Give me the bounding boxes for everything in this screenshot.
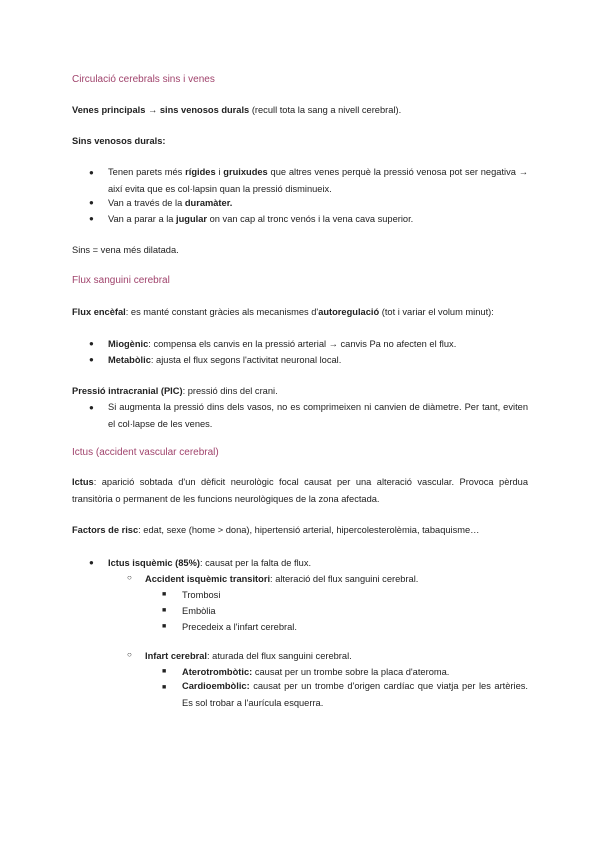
bold-span: Ictus xyxy=(72,477,94,487)
bullet-square-icon: ■ xyxy=(162,591,167,598)
venes-principals-text: (recull tota la sang a nivell cerebral). xyxy=(249,105,402,115)
bold-span: Aterotrombòtic: xyxy=(182,667,253,677)
bullet-square-icon: ■ xyxy=(162,684,167,691)
text-span: : causat per la falta de flux. xyxy=(199,558,312,568)
bullet-square-icon: ■ xyxy=(162,623,167,630)
aterotrombotic-item xyxy=(182,666,449,678)
sins-heading-label: Sins venosos durals: xyxy=(72,136,166,146)
ait-item: Embòlia xyxy=(182,606,216,616)
bold-span: Factors de risc xyxy=(72,525,139,535)
sins-dilatada-line: Sins = vena més dilatada. xyxy=(72,245,179,255)
bold-span: Metabòlic xyxy=(108,355,151,365)
sins-heading xyxy=(72,135,166,147)
bold-span: Accident isquèmic transitori xyxy=(145,574,271,584)
ictus-isquemic-bullet xyxy=(108,557,311,569)
bullet-disc-icon: ● xyxy=(89,403,94,412)
cardioembolic-item xyxy=(182,678,528,711)
sins-bullet-3 xyxy=(108,213,413,225)
bold-span: jugular xyxy=(176,214,208,224)
text-span: causat per un trombe sobre la placa d'ateroma. xyxy=(252,667,450,677)
factors-line xyxy=(72,524,479,536)
text-span: : compensa els canvis en la pressió arterial → canvis Pa no afecten el flux. xyxy=(148,339,457,349)
text-span: : es manté constant gràcies als mecanismes d' xyxy=(125,307,319,317)
text-span: que altres venes perquè la pressió venosa pot ser negativa → així evita que es col·lapsin quan la pressió disminueix. xyxy=(108,167,529,194)
bold-span: Flux encèfal xyxy=(72,307,126,317)
ait-item: Trombosi xyxy=(182,590,221,600)
bold-span: Pressió intracranial (PIC) xyxy=(72,386,183,396)
bullet-disc-icon: ● xyxy=(89,339,94,348)
bold-span: Cardioembòlic: xyxy=(182,681,250,691)
sins-bullet-2 xyxy=(108,197,232,209)
bold-span: rígides xyxy=(185,167,216,177)
bold-span: Miogènic xyxy=(108,339,149,349)
text-span: Tenen parets més xyxy=(108,167,186,177)
bullet-disc-icon: ● xyxy=(89,198,94,207)
venes-principals-line xyxy=(72,104,401,116)
bullet-disc-icon: ● xyxy=(89,214,94,223)
flux-encefal-line xyxy=(72,306,494,318)
pic-bullet: Si augmenta la pressió dins dels vasos, no es comprimeixen ni canvien de diàmetre. Per tant, eviten el col·lapse de les venes. xyxy=(108,402,528,429)
text-span: Van a parar a la xyxy=(108,214,177,224)
venes-principals-label: Venes principals → sins venosos durals xyxy=(72,105,250,115)
text-span: : aturada del flux sanguini cerebral. xyxy=(207,651,352,661)
bold-span: Ictus isquèmic (85%) xyxy=(108,558,200,568)
text-span: i xyxy=(215,167,224,177)
ait-bullet xyxy=(145,573,418,585)
text-span: : pressió dins del crani. xyxy=(182,386,278,396)
section-heading-flux: Flux sanguini cerebral xyxy=(72,275,170,286)
bullet-disc-icon: ● xyxy=(89,355,94,364)
pic-line xyxy=(72,385,278,397)
text-span: : ajusta el flux segons l'activitat neuronal local. xyxy=(150,355,342,365)
text-span: Van a través de la xyxy=(108,198,185,208)
text-span: : alteració del flux sanguini cerebral. xyxy=(270,574,419,584)
sins-bullet-1 xyxy=(108,164,528,197)
bullet-disc-icon: ● xyxy=(89,168,94,177)
infart-bullet xyxy=(145,650,352,662)
ictus-definition xyxy=(72,474,528,507)
miogenic-bullet xyxy=(108,338,456,350)
bullet-square-icon: ■ xyxy=(162,668,167,675)
bold-span: autoregulació xyxy=(318,307,380,317)
bold-span: gruixudes xyxy=(223,167,268,177)
ait-item: Precedeix a l'infart cerebral. xyxy=(182,622,297,632)
section-heading-ictus: Ictus (accident vascular cerebral) xyxy=(72,447,219,458)
text-span: : edat, sexe (home > dona), hipertensió arterial, hipercolesterolèmia, tabaquisme… xyxy=(138,525,480,535)
bullet-circle-icon: ○ xyxy=(127,650,132,659)
text-span: (tot i variar el volum minut): xyxy=(379,307,494,317)
text-span: on van cap al tronc venós i la vena cava superior. xyxy=(207,214,414,224)
text-span: causat per un trombe d'origen cardíac que viatja per les artèries. Es sol trobar a l'aurícula esquerra. xyxy=(182,681,528,708)
section-heading-circulacio: Circulació cerebrals sins i venes xyxy=(72,74,215,85)
bold-span: duramàter. xyxy=(184,198,233,208)
text-span: : aparició sobtada d'un dèficit neurològic focal causat per una alteració vascular. Provoca pèrdua transitòria o permanent de les funcions neurològiques de la zona afectada. xyxy=(72,477,528,504)
bullet-circle-icon: ○ xyxy=(127,573,132,582)
bullet-square-icon: ■ xyxy=(162,607,167,614)
bullet-disc-icon: ● xyxy=(89,558,94,567)
bold-span: Infart cerebral xyxy=(145,651,208,661)
metabolic-bullet xyxy=(108,354,341,366)
